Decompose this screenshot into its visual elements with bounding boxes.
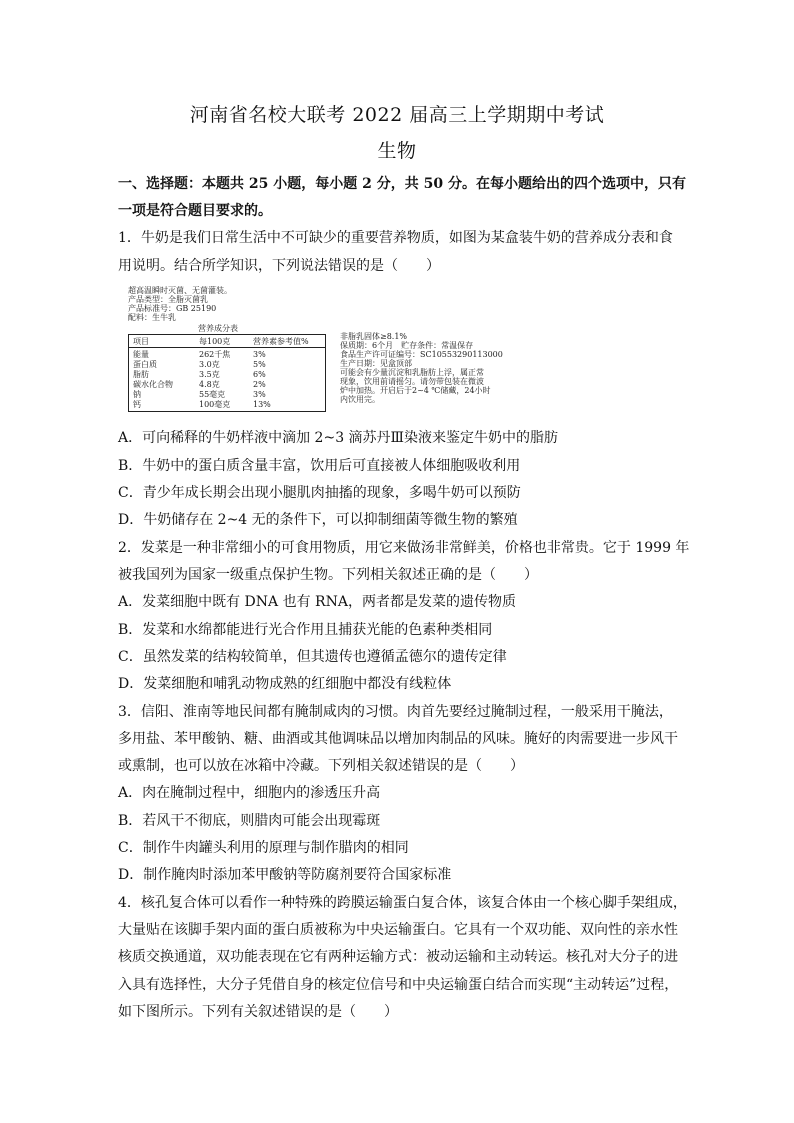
label-note-line: 生产日期：见盒顶部 <box>340 359 412 368</box>
table-cell: 3% <box>253 390 266 399</box>
table-cell: 蛋白质 <box>133 360 157 369</box>
label-note-line: 保质期：6个月 贮存条件：常温保存 <box>340 341 474 350</box>
column-header: 项目 <box>133 337 149 346</box>
table-cell: 55毫克 <box>199 390 226 399</box>
question-2-option-c: C．虽然发菜的结构较简单，但其遗传也遵循孟德尔的遗传定律 <box>118 649 507 665</box>
label-note-line: 现象，饮用前请摇匀。请勿带包装在微波 <box>340 377 484 386</box>
question-2-option-d: D．发菜细胞和哺乳动物成熟的红细胞中都没有线粒体 <box>118 676 452 692</box>
table-cell: 262千焦 <box>199 350 231 359</box>
question-1-stem-line-1: 1．牛奶是我们日常生活中不可缺少的重要营养物质，如图为某盒装牛奶的营养成分表和食 <box>118 230 673 246</box>
table-cell: 2% <box>253 380 266 389</box>
question-1-stem-line-2: 用说明。结合所学知识，下列说法错误的是（ ） <box>118 258 440 274</box>
label-header-line: 配料：生牛乳 <box>128 313 176 322</box>
question-3-stem-line-2: 多用盐、苯甲酸钠、糖、曲酒或其他调味品以增加肉制品的风味。腌好的肉需要进一步风干 <box>118 731 678 747</box>
question-2-option-a: A．发菜细胞中既有 DNA 也有 RNA，两者都是发菜的遗传物质 <box>118 594 516 610</box>
question-1-option-c: C．青少年成长期会出现小腿肌肉抽搐的现象，多喝牛奶可以预防 <box>118 485 521 501</box>
table-cell: 100毫克 <box>199 400 231 409</box>
label-note-line: 炉中加热。开启后于2~4 ℃储藏，24小时 <box>340 386 491 395</box>
label-header-line: 产品类型：全脂灭菌乳 <box>128 295 208 304</box>
table-cell: 钙 <box>133 400 141 409</box>
nutrition-table-title: 营养成分表 <box>198 324 238 333</box>
table-cell: 碳水化合物 <box>133 380 173 389</box>
label-header <box>128 286 512 322</box>
table-cell: 3% <box>253 350 266 359</box>
question-1-option-b: B．牛奶中的蛋白质含量丰富，饮用后可直接被人体细胞吸收利用 <box>118 458 521 474</box>
table-cell: 3.5克 <box>199 370 220 379</box>
nutrition-table-header-row <box>129 335 325 348</box>
label-note-line: 可能会有少量沉淀和乳脂肪上浮，属正常 <box>340 368 484 377</box>
question-2-option-b: B．发菜和水绵都能进行光合作用且捕获光能的色素种类相同 <box>118 622 493 638</box>
table-cell: 6% <box>253 370 266 379</box>
table-cell: 钠 <box>133 390 141 399</box>
question-3-option-a: A．肉在腌制过程中，细胞内的渗透压升高 <box>118 785 381 801</box>
question-4-stem-line-3: 核质交换通道，双功能表现在它有两种运输方式：被动运输和主动转运。核孔对大分子的进 <box>118 949 678 965</box>
table-cell: 3.0克 <box>199 360 220 369</box>
label-header-line: 超高温瞬时灭菌、无菌灌装。 <box>128 286 232 295</box>
question-2-stem-line-1: 2．发菜是一种非常细小的可食用物质，用它来做汤非常鲜美，价格也非常贵。它于 1999 年 <box>118 540 690 556</box>
nutrition-table <box>128 334 326 412</box>
question-3-stem-line-3: 或熏制，也可以放在冰箱中冷藏。下列相关叙述错误的是（ ） <box>118 758 524 774</box>
exam-subject: 生物 <box>377 140 417 162</box>
label-header-line: 产品标准号：GB 25190 <box>128 304 217 313</box>
table-cell: 5% <box>253 360 266 369</box>
table-cell: 脂肪 <box>133 370 149 379</box>
milk-label-figure <box>128 286 512 416</box>
section-instructions-line-2: 一项是符合题目要求的。 <box>118 203 272 219</box>
label-usage-notes <box>340 332 512 404</box>
label-note-line: 非脂乳固体≥8.1% <box>340 332 408 341</box>
label-note-line: 食品生产许可证编号：SC10553290113000 <box>340 350 503 359</box>
question-2-stem-line-2: 被我国列为国家一级重点保护生物。下列相关叙述正确的是（ ） <box>118 567 538 583</box>
question-3-stem-line-1: 3．信阳、淮南等地民间都有腌制咸肉的习惯。肉首先要经过腌制过程，一般采用干腌法， <box>118 704 673 720</box>
table-cell: 能量 <box>133 350 149 359</box>
column-header: 每100克 <box>199 337 231 346</box>
column-header: 营养素参考值% <box>253 337 309 346</box>
question-1-option-d: D．牛奶储存在 2~4 无的条件下，可以抑制细菌等微生物的繁殖 <box>118 512 518 528</box>
table-cell: 4.8克 <box>199 380 220 389</box>
question-4-stem-line-2: 大量贴在该脚手架内面的蛋白质被称为中央运输蛋白。它具有一个双功能、双向性的亲水性 <box>118 922 678 938</box>
question-4-stem-line-4: 入具有选择性，大分子凭借自身的核定位信号和中央运输蛋白结合而实现“主动转运”过程， <box>118 977 679 993</box>
question-3-option-c: C．制作牛肉罐头利用的原理与制作腊肉的相同 <box>118 840 409 856</box>
label-note-line: 内饮用完。 <box>340 395 380 404</box>
question-3-option-d: D．制作腌肉时添加苯甲酸钠等防腐剂要符合国家标准 <box>118 867 452 883</box>
question-1-option-a: A．可向稀释的牛奶样液中滴加 2~3 滴苏丹Ⅲ染液来鉴定牛奶中的脂肪 <box>118 430 559 446</box>
question-3-option-b: B．若风干不彻底，则腊肉可能会出现霉斑 <box>118 813 381 829</box>
table-cell: 13% <box>253 400 271 409</box>
question-4-stem-line-5: 如下图所示。下列有关叙述错误的是（ ） <box>118 1004 398 1020</box>
question-4-stem-line-1: 4．核孔复合体可以看作一种特殊的跨膜运输蛋白复合体，该复合体由一个核心脚手架组成， <box>118 895 687 911</box>
exam-title: 河南省名校大联考 2022 届高三上学期期中考试 <box>189 104 605 126</box>
section-instructions-line-1: 一、选择题：本题共 25 小题，每小题 2 分，共 50 分。在每小题给出的四个选项中，只有 <box>118 176 686 192</box>
